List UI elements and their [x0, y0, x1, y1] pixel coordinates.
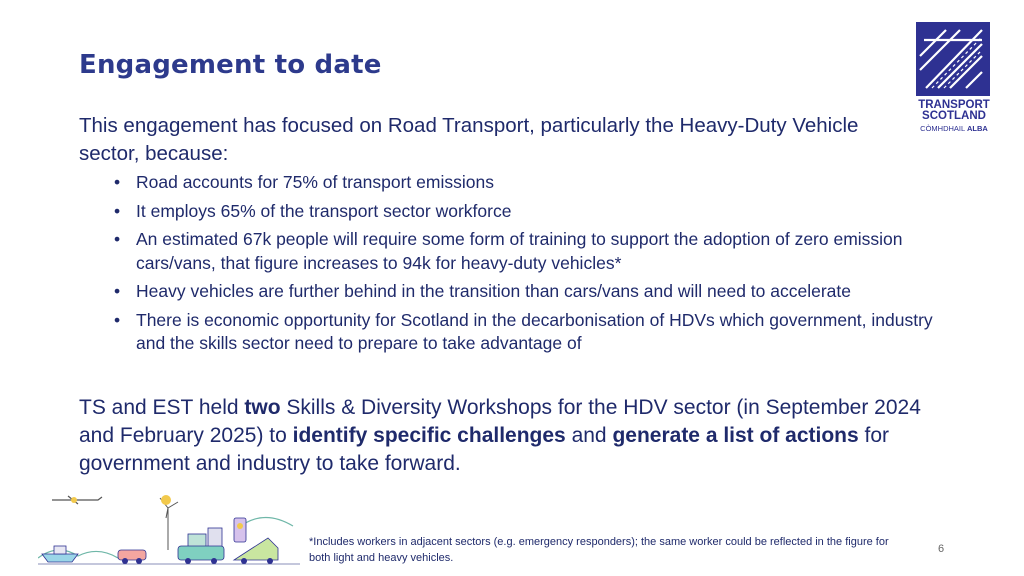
logo-text-gaelic: CÒMHDHAIL ALBA — [920, 124, 988, 133]
transport-scotland-logo — [916, 22, 992, 133]
charging-station-icon — [234, 518, 246, 542]
boat-icon — [42, 546, 78, 562]
list-item: • An estimated 67k people will require some form of training to support the adoption of zero emission cars/vans, that figure increases to 94k for heavy-duty vehicles* — [114, 228, 944, 275]
workshops-paragraph: TS and EST held two Skills & Diversity Workshops for the HDV sector (in September 2024 and February 2025) to identify specific challenges and generate a list of actions for government and industry to take forward. — [79, 396, 921, 475]
list-item: • Heavy vehicles are further behind in the transition than cars/vans and will need to accelerate — [114, 280, 944, 304]
logo-text-scotland: SCOTLAND — [922, 110, 986, 122]
bus-icon — [178, 546, 224, 564]
reasons-list — [114, 171, 944, 361]
logo-road-icon — [916, 22, 990, 96]
wind-turbine-icon — [160, 498, 178, 550]
plane-icon — [52, 496, 102, 504]
intro-text: This engagement has focused on Road Transport, particularly the Heavy-Duty Vehicle sector, because: — [79, 114, 859, 165]
list-item: • Road accounts for 75% of transport emissions — [114, 171, 944, 195]
page-number: 6 — [938, 543, 945, 555]
footnote: *Includes workers in adjacent sectors (e.g. emergency responders); the same worker could be reflected in the figure for both light and heavy vehicles. — [309, 536, 889, 564]
car-icon — [118, 550, 146, 564]
slide-title: Engagement to date — [79, 50, 382, 80]
logo-text-transport: TRANSPORT — [918, 99, 990, 111]
transport-scene-illustration — [38, 488, 300, 568]
list-item: • It employs 65% of the transport sector workforce — [114, 200, 944, 224]
list-item: • There is economic opportunity for Scotland in the decarbonisation of HDVs which government, industry and the skills sector need to prepare to take advantage of — [114, 309, 944, 356]
